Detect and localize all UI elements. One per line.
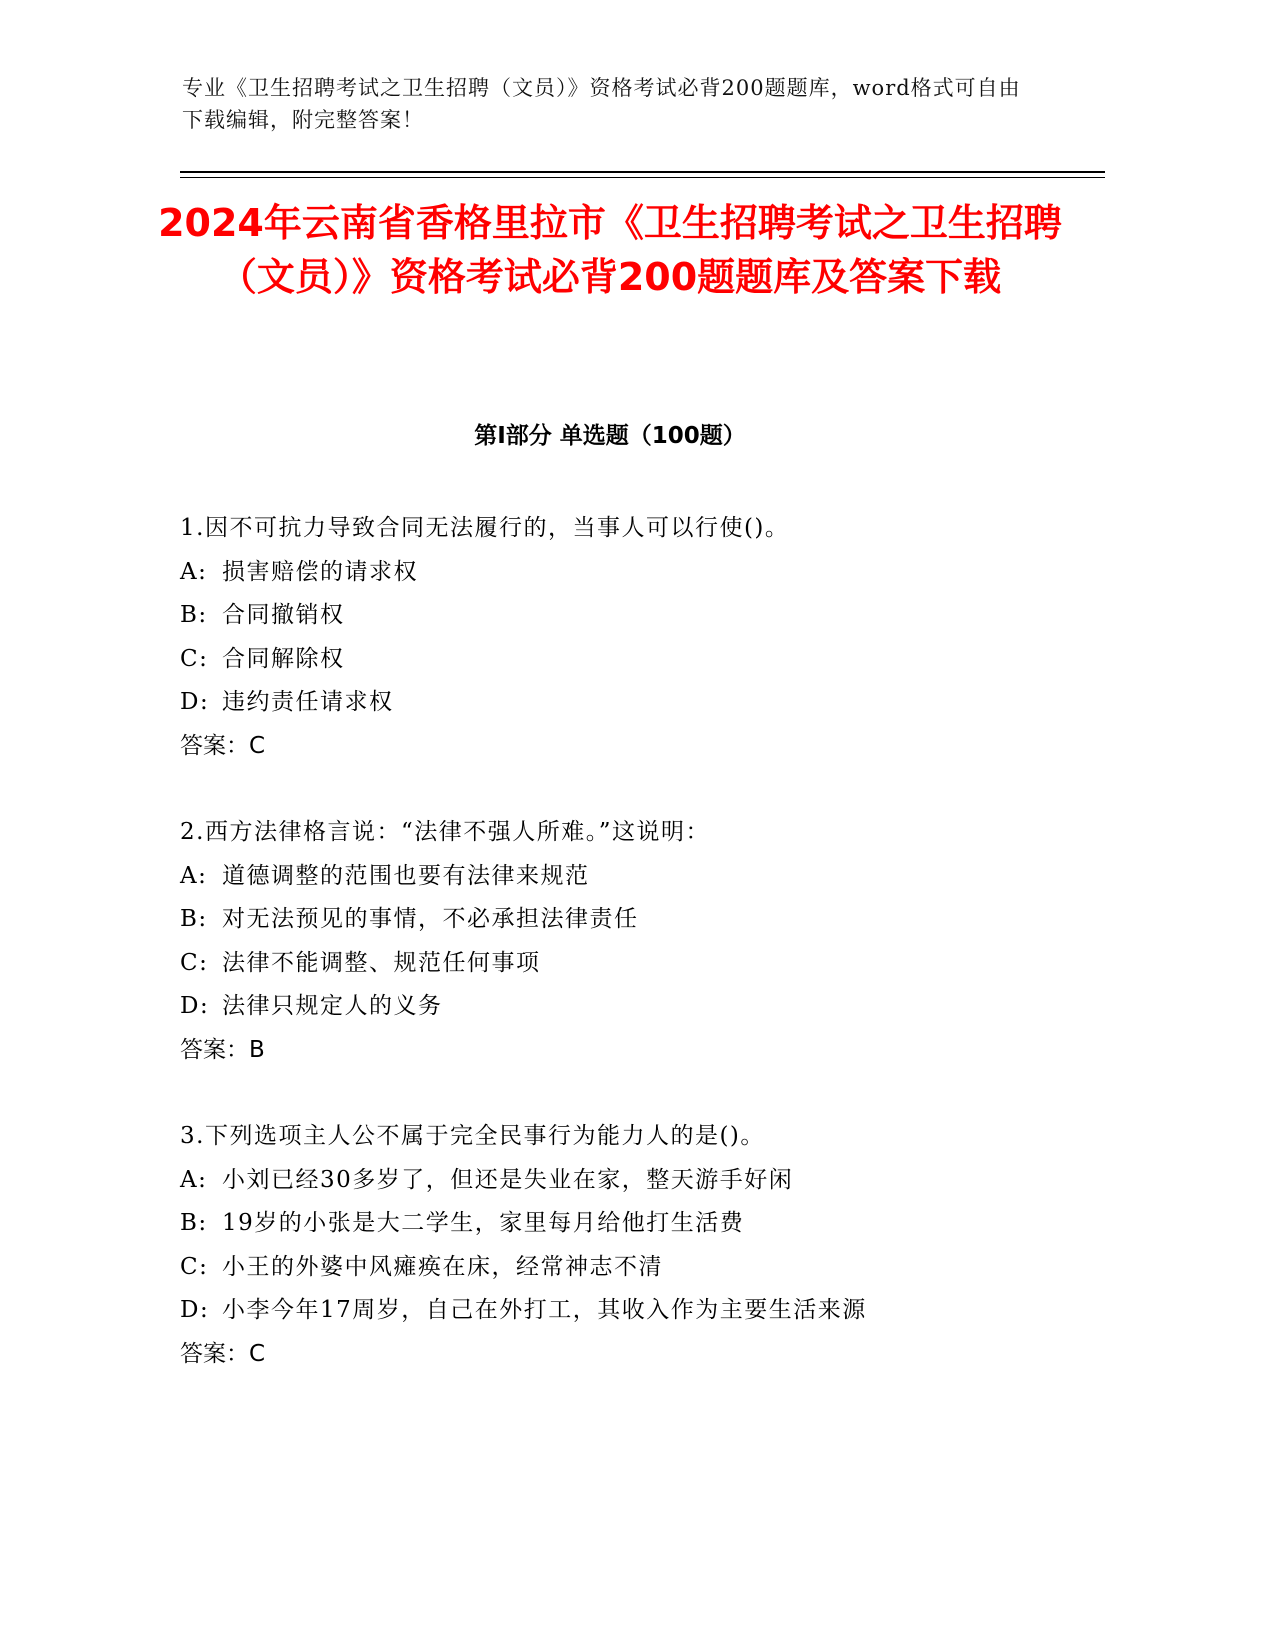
option-text: 对无法预见的事情，不必承担法律责任: [222, 906, 639, 932]
question-1: [180, 507, 1080, 768]
option-key: B:: [180, 602, 208, 628]
question-2: [180, 811, 1080, 1072]
option-b: [180, 898, 1080, 942]
section-heading: 第Ⅰ部分 单选题（100题）: [474, 423, 746, 449]
option-text: 损害赔偿的请求权: [222, 558, 418, 585]
option-d: [180, 1289, 1080, 1333]
option-key: D:: [180, 1297, 210, 1323]
option-text: 小李今年17周岁，自己在外打工，其收入作为主要生活来源: [222, 1297, 867, 1323]
option-key: A:: [180, 558, 208, 585]
option-a: [180, 551, 1080, 595]
question-3: [180, 1115, 1080, 1376]
option-text: 道德调整的范围也要有法律来规范: [222, 862, 590, 889]
answer-line: 答案：B: [180, 1036, 265, 1063]
option-c: [180, 1246, 1080, 1290]
option-a: [180, 855, 1080, 899]
option-text: 法律不能调整、规范任何事项: [222, 949, 541, 976]
header-divider-thin: [180, 177, 1105, 178]
option-key: D:: [180, 993, 210, 1019]
option-text: 合同撤销权: [222, 602, 345, 628]
option-c: [180, 638, 1080, 682]
option-text: 小王的外婆中风瘫痪在床，经常神志不清: [222, 1253, 663, 1280]
answer-line: 答案：C: [180, 1340, 266, 1367]
option-key: C:: [180, 645, 209, 672]
option-key: B:: [180, 1210, 208, 1236]
option-b: [180, 1202, 1080, 1246]
option-key: C:: [180, 949, 209, 976]
answer-line: 答案：C: [180, 732, 266, 759]
option-text: 违约责任请求权: [222, 689, 394, 715]
document-title: 2024年云南省香格里拉市《卫生招聘考试之卫生招聘（文员）》资格考试必背200题题库及答案下载: [158, 201, 1062, 299]
header-note: 专业《卫生招聘考试之卫生招聘（文员）》资格考试必背200题题库，word格式可自由下载编辑，附完整答案！: [182, 76, 1021, 132]
option-key: A:: [180, 1166, 208, 1193]
question-stem: 2.西方法律格言说：“法律不强人所难。”这说明：: [180, 819, 710, 845]
option-key: B:: [180, 906, 208, 932]
option-text: 小刘已经30多岁了，但还是失业在家，整天游手好闲: [222, 1166, 794, 1193]
option-d: [180, 985, 1080, 1029]
question-stem: 3.下列选项主人公不属于完全民事行为能力人的是()。: [180, 1123, 765, 1149]
option-b: [180, 594, 1080, 638]
option-d: [180, 681, 1080, 725]
option-key: C:: [180, 1253, 209, 1280]
option-key: D:: [180, 689, 210, 715]
option-c: [180, 942, 1080, 986]
question-stem: 1.因不可抗力导致合同无法履行的，当事人可以行使()。: [180, 515, 790, 541]
option-text: 合同解除权: [222, 645, 345, 672]
option-a: [180, 1159, 1080, 1203]
header-divider-thick: [180, 171, 1105, 173]
option-key: A:: [180, 862, 208, 889]
question-list: [180, 507, 1080, 1419]
option-text: 19岁的小张是大二学生，家里每月给他打生活费: [222, 1210, 745, 1236]
option-text: 法律只规定人的义务: [222, 993, 443, 1019]
